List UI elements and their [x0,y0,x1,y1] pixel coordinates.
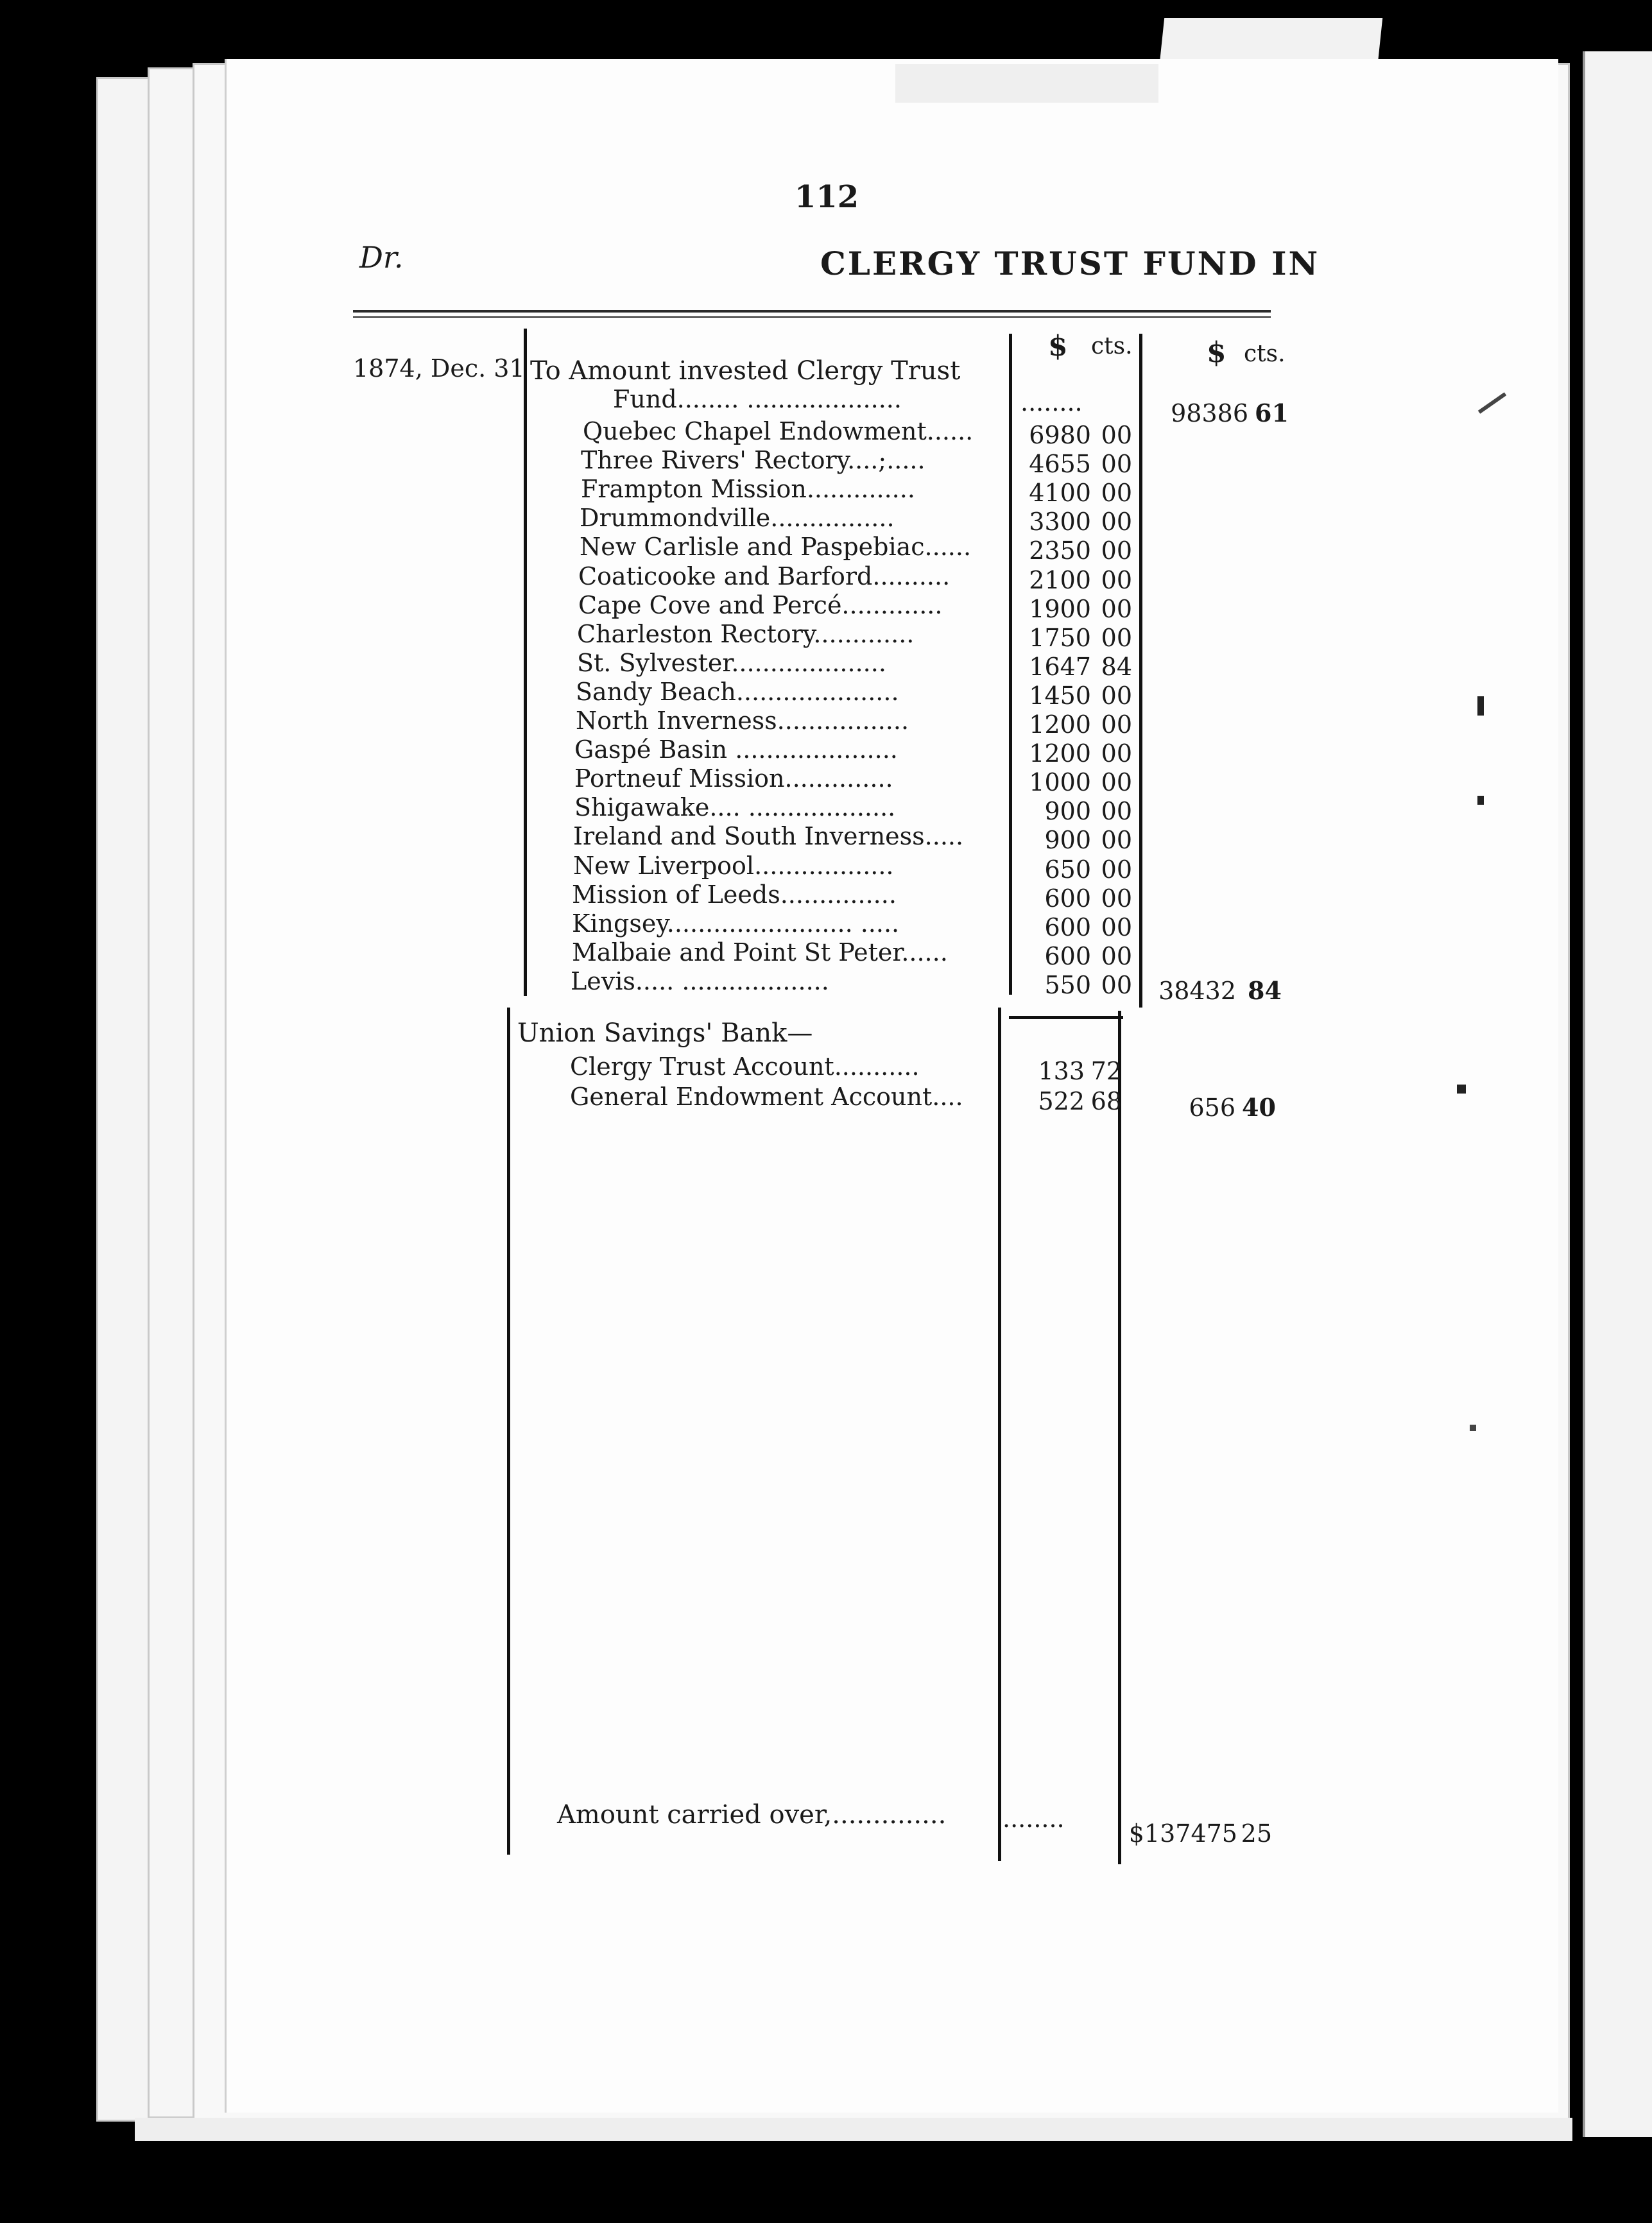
item-cents: 00 [1101,450,1132,478]
item-cents: 00 [1101,710,1132,739]
item-label: Three Rivers' Rectory....;..... [581,446,925,474]
dollar-column-header: $ [1207,336,1226,369]
item-label: Levis..... ................... [571,967,829,995]
item-cents: 00 [1101,682,1132,710]
item-amount: 1200 [1029,710,1091,739]
item-cents: 00 [1101,797,1132,825]
item-cents: 00 [1101,421,1132,449]
item-amount: 1900 [1029,595,1091,623]
bank-row-amount: 133 [1038,1057,1085,1085]
item-label: Sandy Beach..................... [576,678,899,706]
item-label: Portneuf Mission.............. [574,764,893,793]
item-label: New Carlisle and Paspebiac...... [580,533,972,561]
column-divider [1009,334,1012,995]
item-amount: 6980 [1029,421,1091,449]
item-label: Cape Cove and Percé............. [578,591,943,619]
item-amount: 1200 [1029,739,1091,768]
column-divider [507,1008,510,1855]
item-amount: 1450 [1029,682,1091,710]
header-rule [353,316,1271,318]
item-label: Quebec Chapel Endowment...... [583,417,974,445]
item-amount: 900 [1044,797,1091,825]
item-label: Kingsey........................ ..... [572,909,900,938]
item-cents: 00 [1101,624,1132,652]
scan-speck [1470,1425,1476,1431]
item-label: Coaticooke and Barford.......... [578,562,951,590]
item-amount: 2350 [1029,536,1091,565]
item-cents: 84 [1101,653,1132,681]
column-divider [998,1008,1001,1861]
bank-row-label: Clergy Trust Account........... [570,1052,920,1081]
item-cents: 00 [1101,855,1132,884]
item-amount: 2100 [1029,566,1091,594]
item-label: Gaspé Basin ..................... [574,735,898,764]
item-cents: 00 [1101,536,1132,565]
item-label: Ireland and South Inverness..... [573,822,964,850]
scan-speck [1477,696,1484,716]
carried-over-cents: 25 [1241,1819,1272,1848]
item-amount: 550 [1044,971,1091,999]
column-divider [524,329,527,996]
carried-over-amount: $137475 [1128,1819,1237,1848]
dollar-column-header: $ [1048,330,1068,363]
item-cents: 00 [1101,913,1132,941]
item-label: Frampton Mission.............. [581,475,915,503]
item-cents: 00 [1101,826,1132,854]
item-label: Mission of Leeds............... [572,880,897,909]
item-amount: 900 [1044,826,1091,854]
item-cents: 00 [1101,768,1132,796]
leader-dots: ........ [1002,1805,1065,1833]
item-cents: 00 [1101,566,1132,594]
scan-speck [1477,796,1484,805]
cents-column-header: cts. [1091,333,1133,359]
subtotal-rule [1009,1016,1123,1019]
adjacent-page-edge [1583,51,1652,2137]
item-cents: 00 [1101,942,1132,970]
bank-row-cents: 72 [1090,1057,1122,1085]
item-cents: 00 [1101,739,1132,768]
total-cents: 61 [1255,399,1289,427]
total-amount: 98386 [1171,399,1248,427]
item-amount: 1647 [1029,653,1091,681]
bank-row-cents: 68 [1090,1087,1122,1115]
page-number: 112 [795,179,859,215]
bank-heading: Union Savings' Bank— [517,1018,813,1048]
entry-description: Fund........ .................... [613,385,902,413]
item-amount: 1000 [1029,768,1091,796]
item-label: Shigawake.... ................... [574,793,896,821]
item-cents: 00 [1101,884,1132,913]
carried-over-label: Amount carried over,.............. [557,1800,947,1830]
bank-total-cents: 40 [1242,1093,1276,1122]
items-total-cents: 84 [1248,976,1282,1005]
item-cents: 00 [1101,479,1132,507]
paper-tab [895,64,1158,103]
item-label: St. Sylvester.................... [577,649,886,677]
header-rule [353,310,1271,313]
column-divider [1139,334,1142,1008]
paper-bottom-edge [135,2118,1572,2141]
item-amount: 650 [1044,855,1091,884]
leader-dots: ........ [1020,388,1083,416]
item-amount: 600 [1044,884,1091,913]
debit-label: Dr. [359,240,404,275]
item-label: Drummondville................ [580,504,895,532]
item-amount: 1750 [1029,624,1091,652]
column-divider [1118,1011,1121,1864]
bank-row-amount: 522 [1038,1087,1085,1115]
item-label: Charleston Rectory............. [577,620,915,648]
bank-row-label: General Endowment Account.... [570,1083,963,1111]
item-amount: 4100 [1029,479,1091,507]
scan-speck [1457,1085,1466,1094]
item-cents: 00 [1101,508,1132,536]
entry-description: To Amount invested Clergy Trust [530,356,961,386]
item-amount: 600 [1044,913,1091,941]
item-label: North Inverness................. [576,707,909,735]
items-total-amount: 38432 [1158,977,1236,1005]
cents-column-header: cts. [1244,341,1286,367]
page-title: CLERGY TRUST FUND IN [820,245,1320,282]
item-cents: 00 [1101,971,1132,999]
item-amount: 600 [1044,942,1091,970]
item-label: New Liverpool.................. [573,852,894,880]
item-amount: 4655 [1029,450,1091,478]
bank-total-amount: 656 [1189,1094,1235,1122]
item-amount: 3300 [1029,508,1091,536]
item-cents: 00 [1101,595,1132,623]
item-label: Malbaie and Point St Peter...... [572,938,948,966]
entry-date: 1874, Dec. 31 [353,354,525,382]
